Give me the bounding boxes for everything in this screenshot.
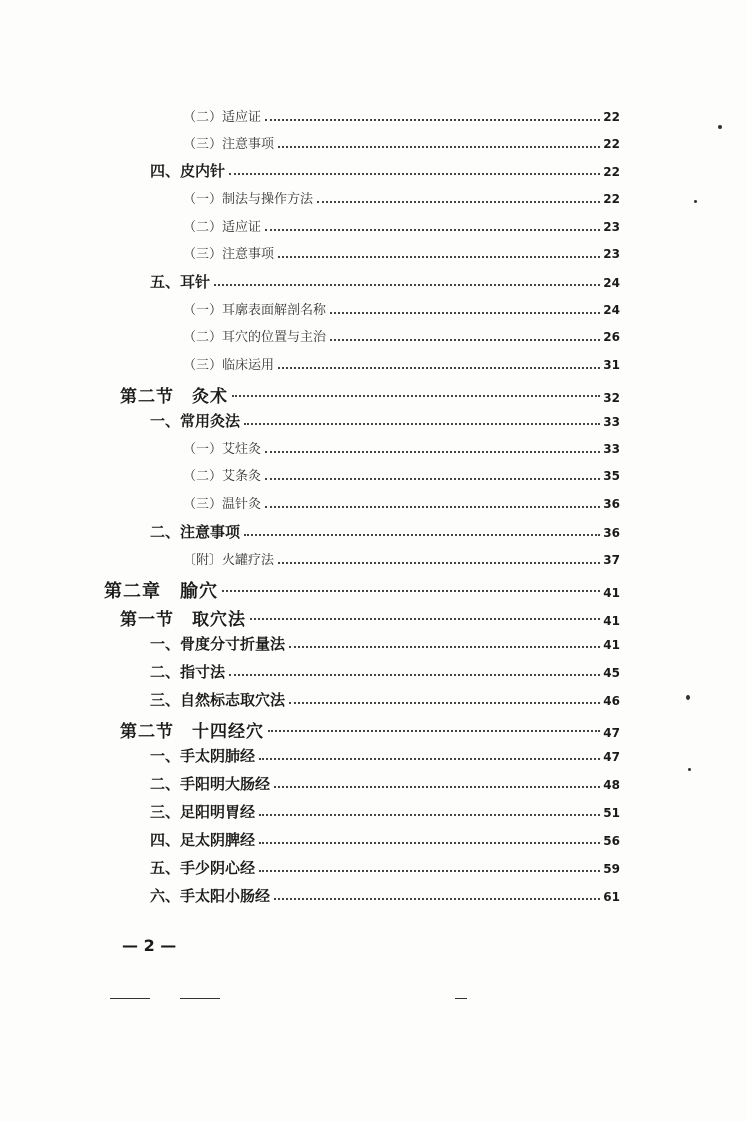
toc-entry-page: 45 xyxy=(603,666,620,680)
toc-entry-title: 二、注意事项 xyxy=(150,523,241,541)
toc-entry-title: （三）温针灸 xyxy=(183,497,262,512)
toc-entry-page: 59 xyxy=(603,862,620,876)
toc-entry xyxy=(183,133,620,155)
toc-entry-page: 24 xyxy=(603,276,620,290)
toc-entry-page: 22 xyxy=(603,165,620,179)
toc-entry-title: 二、手阳明大肠经 xyxy=(150,775,271,793)
dot-leader xyxy=(274,898,600,900)
toc-entry-page: 36 xyxy=(603,526,620,540)
dot-leader xyxy=(259,870,600,872)
dot-leader xyxy=(330,312,600,314)
toc-entry-title: 四、皮内针 xyxy=(150,162,226,180)
toc-entry xyxy=(150,745,620,767)
toc-entry-page: 32 xyxy=(603,391,620,405)
page-number: — 2 — xyxy=(122,936,177,955)
dot-leader xyxy=(265,506,600,508)
toc-entry xyxy=(150,633,620,655)
toc-entry-title: 三、自然标志取穴法 xyxy=(150,691,286,709)
toc-entry xyxy=(150,160,620,182)
dot-leader xyxy=(229,674,600,676)
toc-entry xyxy=(183,106,620,128)
toc-entry-page: 41 xyxy=(603,586,620,600)
toc-entry-title: （二）适应证 xyxy=(183,110,262,125)
toc-entry xyxy=(150,773,620,795)
dot-leader xyxy=(265,478,600,480)
toc-entry-page: 41 xyxy=(603,614,620,628)
toc-entry xyxy=(150,829,620,851)
toc-entry xyxy=(150,410,620,432)
toc-entry-title: 四、足太阴脾经 xyxy=(150,831,256,849)
scan-speck xyxy=(688,768,691,771)
toc-entry-title: 第二节 十四经穴 xyxy=(120,722,264,742)
toc-entry xyxy=(150,521,620,543)
toc-entry-title: （三）注意事项 xyxy=(183,247,275,262)
toc-entry xyxy=(150,857,620,879)
dot-leader xyxy=(278,367,600,369)
dot-leader xyxy=(229,173,600,175)
toc-entry-title: （三）临床运用 xyxy=(183,358,275,373)
toc-entry xyxy=(183,549,620,571)
toc-entry-title: （一）耳廓表面解剖名称 xyxy=(183,303,327,318)
toc-entry-page: 37 xyxy=(603,553,620,567)
toc-entry-page: 31 xyxy=(603,358,620,372)
toc-entry-title: 六、手太阳小肠经 xyxy=(150,887,271,905)
toc-entry-title: 五、耳针 xyxy=(150,273,211,291)
toc-entry-page: 61 xyxy=(603,890,620,904)
toc-entry xyxy=(150,271,620,293)
dot-leader xyxy=(259,814,600,816)
dot-leader xyxy=(244,423,600,425)
toc-entry-title: （三）注意事项 xyxy=(183,137,275,152)
toc-entry xyxy=(120,382,620,407)
toc-entry-page: 51 xyxy=(603,806,620,820)
toc-entry-page: 33 xyxy=(603,442,620,456)
toc-entry-page: 41 xyxy=(603,638,620,652)
toc-entry-title: 第一节 取穴法 xyxy=(120,610,246,630)
toc-entry xyxy=(183,438,620,460)
dot-leader xyxy=(222,590,600,592)
toc-entry xyxy=(183,216,620,238)
scan-speck xyxy=(694,200,697,203)
toc-entry-page: 35 xyxy=(603,469,620,483)
scan-speck xyxy=(110,998,150,999)
toc-entry-page: 23 xyxy=(603,220,620,234)
toc-entry-title: 三、足阳明胃经 xyxy=(150,803,256,821)
dot-leader xyxy=(330,339,600,341)
toc-entry-title: （二）适应证 xyxy=(183,220,262,235)
toc-entry xyxy=(183,188,620,210)
dot-leader xyxy=(232,395,600,397)
toc-entry xyxy=(183,299,620,321)
toc-entry-page: 48 xyxy=(603,778,620,792)
toc-entry-title: 一、骨度分寸折量法 xyxy=(150,635,286,653)
toc-entry xyxy=(183,465,620,487)
toc-entry xyxy=(120,717,620,742)
dot-leader xyxy=(278,146,600,148)
toc-entry xyxy=(183,243,620,265)
dot-leader xyxy=(289,646,600,648)
toc-entry-page: 36 xyxy=(603,497,620,511)
toc-entry xyxy=(183,326,620,348)
scan-speck xyxy=(455,998,467,999)
scan-speck xyxy=(718,125,722,129)
toc-entry-title: （二）耳穴的位置与主治 xyxy=(183,330,327,345)
dot-leader xyxy=(289,702,600,704)
toc-entry-title: （一）制法与操作方法 xyxy=(183,192,314,207)
toc-entry-title: （一）艾炷灸 xyxy=(183,442,262,457)
toc-entry-page: 22 xyxy=(603,137,620,151)
toc-entry-page: 46 xyxy=(603,694,620,708)
toc-entry xyxy=(183,354,620,376)
toc-entry-title: 一、手太阴肺经 xyxy=(150,747,256,765)
toc-entry-title: 第二章 腧穴 xyxy=(104,581,218,602)
dot-leader xyxy=(259,842,600,844)
toc-entry xyxy=(150,689,620,711)
toc-entry-page: 22 xyxy=(603,110,620,124)
dot-leader xyxy=(268,730,600,732)
toc-entry xyxy=(150,885,620,907)
toc-entry-title: 〔附〕火罐疗法 xyxy=(183,553,275,568)
toc-entry-page: 56 xyxy=(603,834,620,848)
toc-entry-title: （二）艾条灸 xyxy=(183,469,262,484)
toc-entry-page: 26 xyxy=(603,330,620,344)
toc-entry-page: 24 xyxy=(603,303,620,317)
scan-speck xyxy=(180,998,220,999)
toc-entry xyxy=(150,661,620,683)
dot-leader xyxy=(317,201,600,203)
dot-leader xyxy=(278,562,600,564)
toc-entry-title: 一、常用灸法 xyxy=(150,412,241,430)
dot-leader xyxy=(250,618,600,620)
dot-leader xyxy=(265,229,600,231)
toc-entry-title: 第二节 灸术 xyxy=(120,387,228,407)
toc-entry-page: 33 xyxy=(603,415,620,429)
toc-entry-page: 47 xyxy=(603,750,620,764)
dot-leader xyxy=(278,256,600,258)
dot-leader xyxy=(265,119,600,121)
toc-entry xyxy=(183,493,620,515)
dot-leader xyxy=(244,534,600,536)
scan-speck xyxy=(686,695,690,700)
toc-entry xyxy=(104,577,620,602)
toc-entry xyxy=(120,605,620,630)
dot-leader xyxy=(265,451,600,453)
toc-entry-title: 五、手少阴心经 xyxy=(150,859,256,877)
toc-entry-title: 二、指寸法 xyxy=(150,663,226,681)
dot-leader xyxy=(259,758,600,760)
toc-entry-page: 22 xyxy=(603,192,620,206)
toc-entry xyxy=(150,801,620,823)
toc-entry-page: 23 xyxy=(603,247,620,261)
toc-entry-page: 47 xyxy=(603,726,620,740)
dot-leader xyxy=(214,284,600,286)
dot-leader xyxy=(274,786,600,788)
